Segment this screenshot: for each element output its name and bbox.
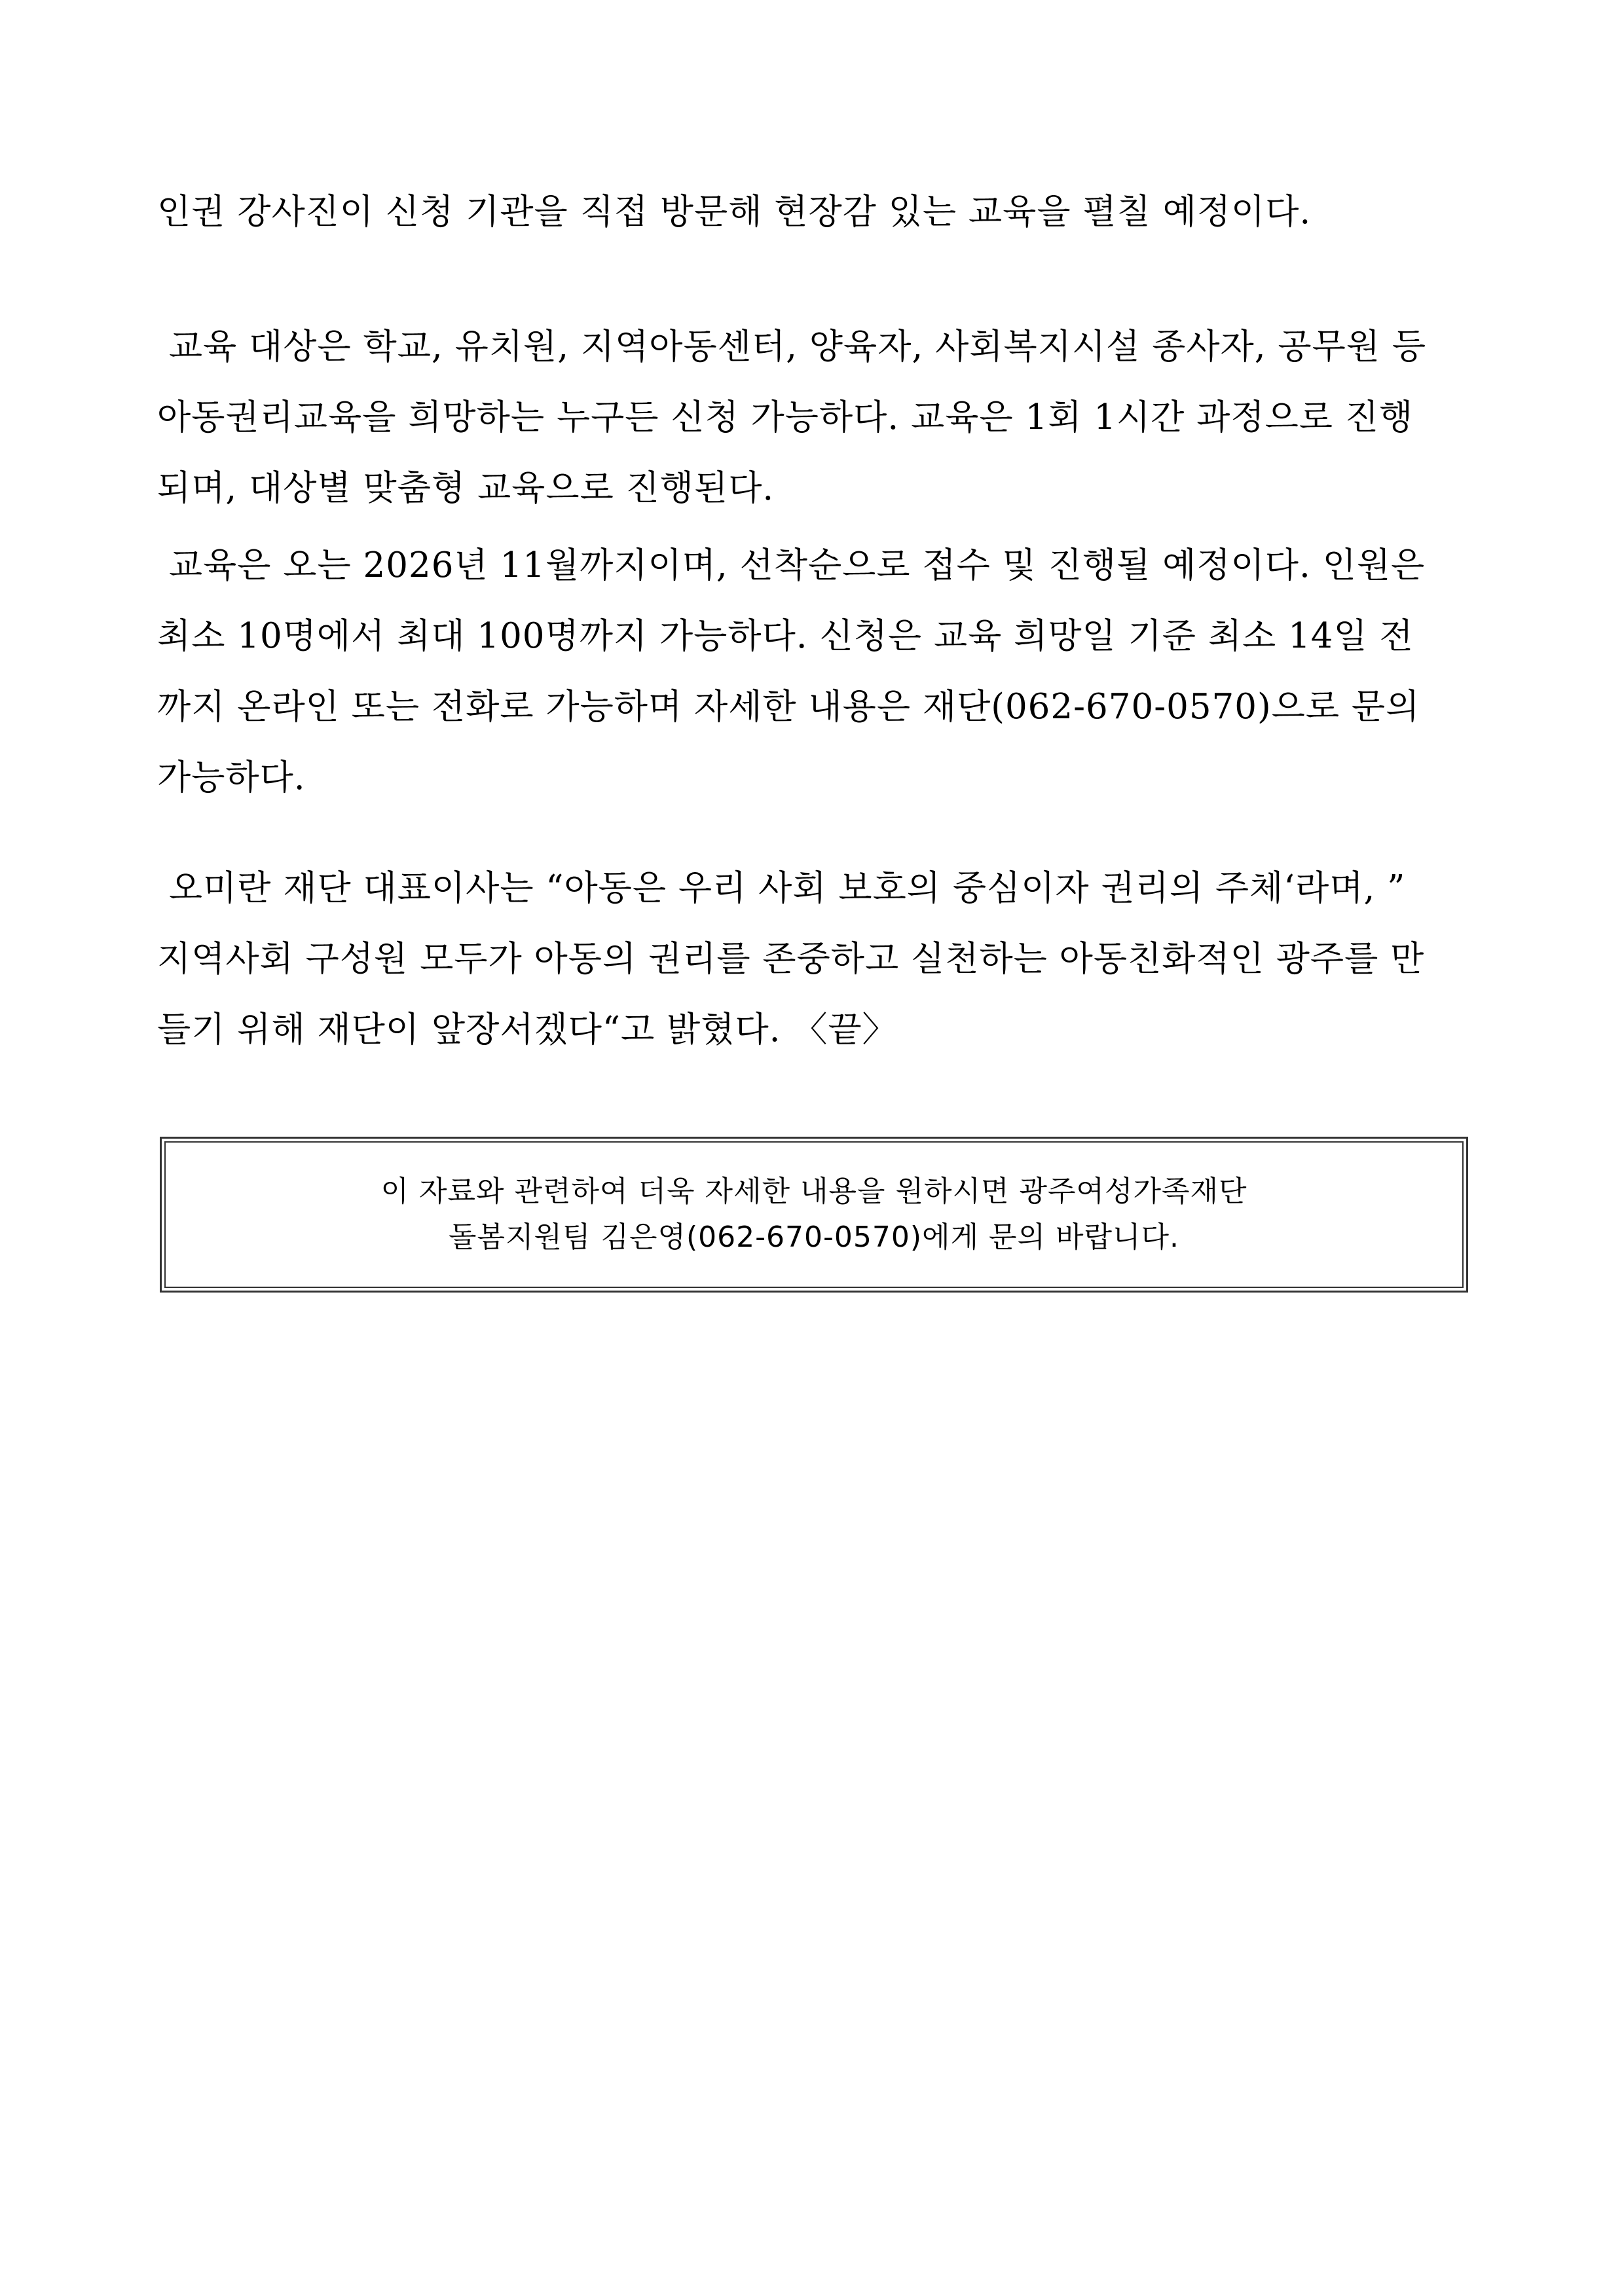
paragraph-line: 교육은 오는 2026년 11월까지이며, 선착순으로 접수 및 진행될 예정이다. 인원은 — [157, 545, 1426, 585]
paragraph-line: 되며, 대상별 맞춤형 교육으로 진행된다. — [157, 468, 775, 508]
paragraph-line: 가능하다. — [157, 758, 306, 798]
contact-line-1: 이 자료와 관련하여 더욱 자세한 내용을 원하시면 광주여성가족재단 — [380, 1175, 1247, 1208]
contact-line-2: 돌봄지원팀 김은영(062-670-0570)에게 문의 바랍니다. — [448, 1221, 1180, 1254]
paragraph-education-target — [157, 312, 1473, 524]
paragraph-ceo-quote — [157, 853, 1473, 1065]
paragraph-line: 까지 온라인 또는 전화로 가능하며 자세한 내용은 재단(062-670-0570)으로 문의 — [157, 687, 1420, 727]
paragraph-line: 지역사회 구성원 모두가 아동의 권리를 존중하고 실천하는 아동친화적인 광주를 만 — [157, 939, 1425, 979]
paragraph-line: 교육 대상은 학교, 유치원, 지역아동센터, 양육자, 사회복지시설 종사자, 공무원 등 — [157, 327, 1427, 367]
contact-info-inner-frame — [164, 1141, 1464, 1288]
paragraph-line: 최소 10명에서 최대 100명까지 가능하다. 신청은 교육 희망일 기준 최소 14일 전 — [157, 616, 1414, 656]
paragraph-education-visit — [157, 177, 1473, 248]
paragraph-line: 아동권리교육을 희망하는 누구든 신청 가능하다. 교육은 1회 1시간 과정으로 진행 — [157, 397, 1414, 437]
paragraph-education-schedule — [157, 530, 1473, 813]
paragraph-line: 들기 위해 재단이 앞장서겠다“고 밝혔다. 〈끝〉 — [157, 1010, 898, 1050]
contact-info-box — [160, 1137, 1468, 1293]
paragraph-line: 인권 강사진이 신청 기관을 직접 방문해 현장감 있는 교육을 펼칠 예정이다. — [157, 192, 1312, 232]
paragraph-line: 오미란 재단 대표이사는 “아동은 우리 사회 보호의 중심이자 권리의 주체‘라며, ” — [157, 868, 1406, 908]
